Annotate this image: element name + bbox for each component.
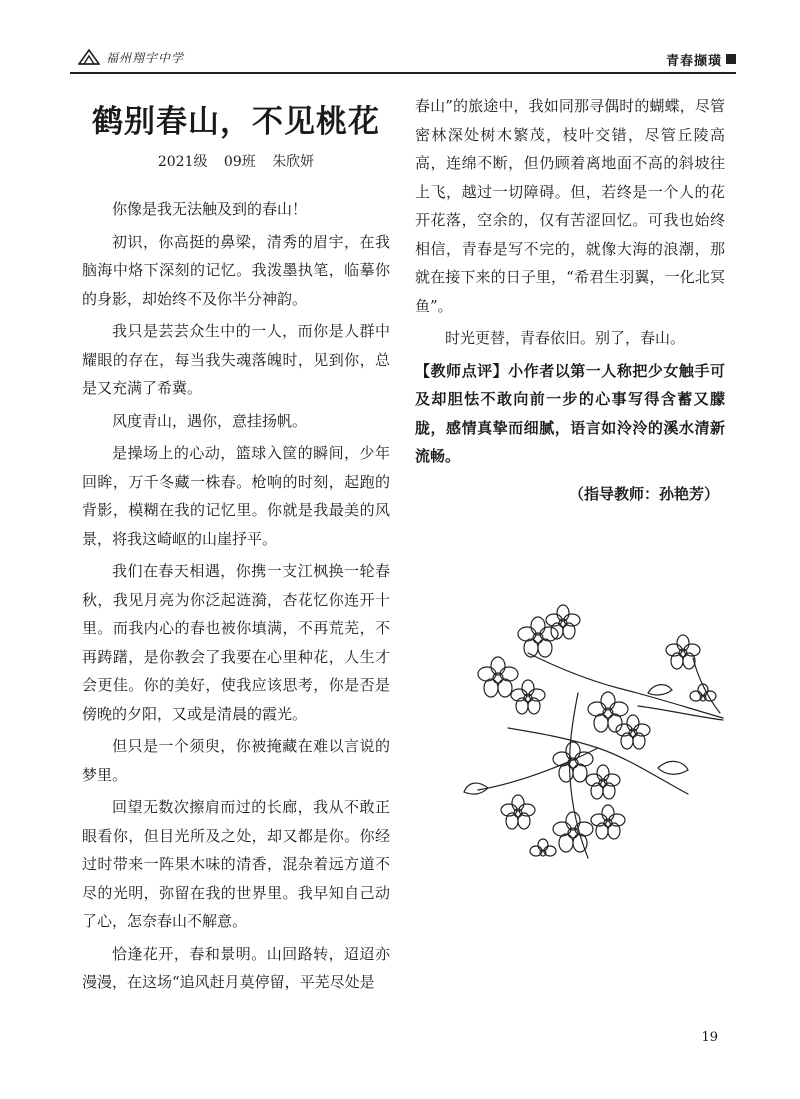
- paragraph: 是操场上的心动，篮球入筐的瞬间，少年回眸，万千冬藏一株春。枪响的时刻，起跑的背影，模糊在我的记忆里。你就是我最美的风景，将我这崎岖的山崖抒平。: [82, 444, 390, 548]
- paragraph: 回望无数次擦肩而过的长廊，我从不敢正眼看你，但目光所及之处，却又都是你。你经过时带来一阵果木味的清香，混杂着远方道不尽的光明，弥留在我的世界里。我早知自己动了心，怎奈春山不解意。: [82, 798, 390, 930]
- logo-emblem-icon: [78, 48, 100, 66]
- right-column: [415, 92, 725, 504]
- teacher-comment: [415, 357, 725, 471]
- article-title: 鹤别春山，不见桃花: [92, 104, 380, 140]
- left-column: [82, 92, 390, 1001]
- logo-text: 福州翔宇中学: [106, 50, 185, 65]
- byline-grade: 2021级: [157, 154, 208, 170]
- byline-author: 朱欣妍: [272, 154, 315, 170]
- paragraph: 初识，你高挺的鼻梁，清秀的眉宇，在我脑海中烙下深刻的记忆。我泼墨执笔，临摹你的身影，却始终不及你半分神韵。: [82, 232, 390, 308]
- paragraph: 时光更替，青春依旧。别了，春山。: [445, 329, 686, 347]
- teacher-comment-label: 【教师点评】: [415, 361, 509, 380]
- paragraph: 我们在春天相遇，你携一支江枫换一轮春秋，我见月亮为你泛起涟漪，杏花忆你连开十里。而我内心的春也被你填满，不再荒芜，不再踌躇，是你教会了我要在心里种花，人生才会更佳。你的美好，使我应该思考，你是否是傍晚的夕阳，又或是清晨的霞光。: [82, 562, 390, 723]
- article-byline: [82, 151, 390, 171]
- advisor-credit: （指导教师：孙艳芳）: [568, 484, 719, 503]
- byline-class: 09班: [223, 154, 256, 170]
- section-marker-icon: [726, 54, 736, 64]
- paragraph: 你像是我无法触及到的春山！: [112, 200, 308, 218]
- page-number: 19: [701, 1030, 718, 1045]
- header-divider: [70, 72, 736, 74]
- page-header: [70, 44, 736, 74]
- paragraph: 恰逢花开，春和景明。山回路转，迢迢亦漫漫，在这场“追风赶月莫停留，平芜尽处是: [82, 944, 390, 991]
- section-title: 青春撷璜: [665, 54, 722, 69]
- teacher-comment-text: 小作者以第一人称把少女触手可及却胆怯不敢向前一步的心事写得含蓄又朦胧，感情真挚而细腻，语言如泠泠的溪水清新流畅。: [415, 361, 725, 465]
- cherry-blossom-illustration-icon: [458, 598, 728, 870]
- paragraph: 风度青山，遇你，意挂扬帆。: [112, 411, 308, 430]
- school-logo: [78, 48, 184, 66]
- paragraph: 我只是芸芸众生中的一人，而你是人群中耀眼的存在，每当我失魂落魄时，见到你，总是又充满了希冀。: [82, 322, 390, 397]
- paragraph: 但只是一个须臾，你被掩藏在难以言说的梦里。: [82, 737, 390, 784]
- paragraph-continued: 春山”的旅途中，我如同那寻偶时的蝴蝶，尽管密林深处树木繁茂，枝叶交错，尽管丘陵高高，连绵不断，但仍顾着离地面不高的斜坡往上飞，越过一切障碍。但，若终是一个人的花开花落，空余的，仅有苦涩回忆。可我也始终相信，青春是写不完的，就像大海的浪潮，那就在接下来的日子里，“希君生羽翼，一化北冥鱼”。: [415, 97, 725, 315]
